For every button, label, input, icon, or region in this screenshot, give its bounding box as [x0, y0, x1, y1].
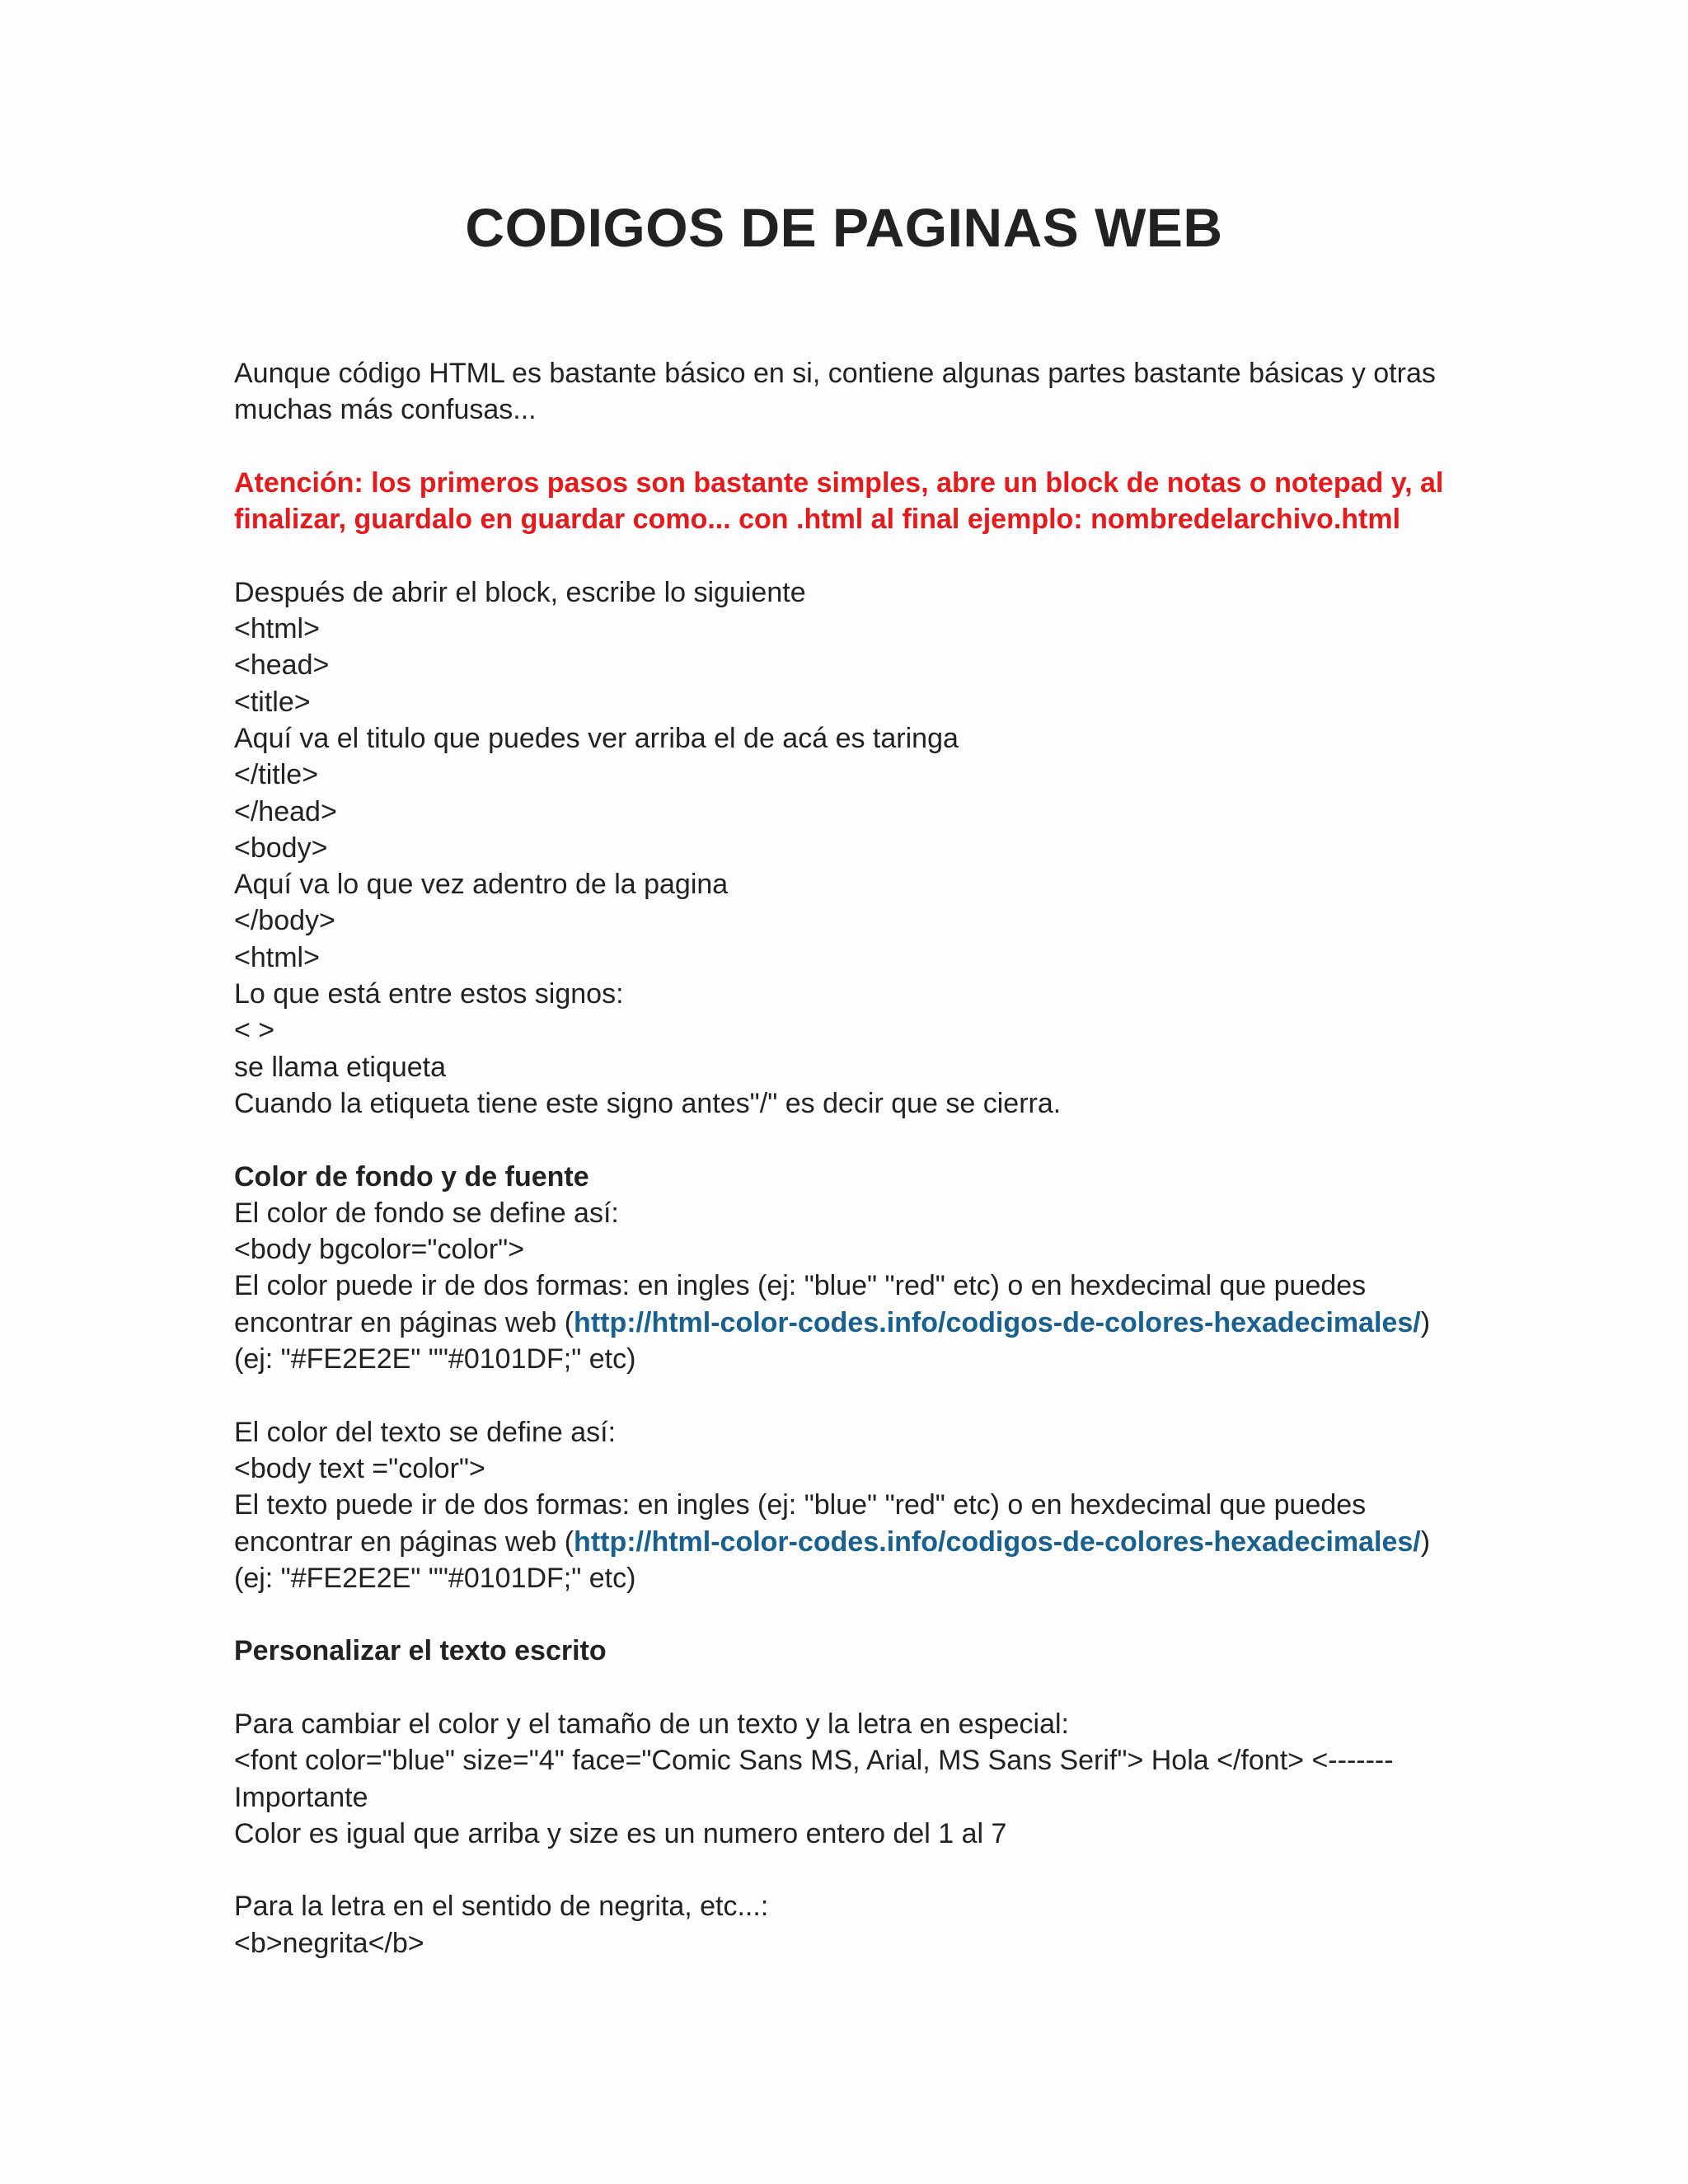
color-line: El texto puede ir de dos formas: en ingles (ej: "blue" "red" etc) o en hexdecimal que puedes — [234, 1489, 1367, 1521]
color-line: <body text ="color"> — [234, 1452, 485, 1484]
link-suffix: ) — [1420, 1306, 1431, 1338]
spacer — [234, 1122, 1470, 1158]
code-line: <head> — [234, 649, 330, 682]
step-line: Cuando la etiqueta tiene este signo antes"/" es decir que se cierra. — [234, 1087, 1062, 1119]
spacer — [234, 1670, 1470, 1706]
intro-line: Aunque código HTML es bastante básico en si, contiene algunas partes bastante básicas y otras — [234, 358, 1436, 389]
color-codes-link[interactable]: http://html-color-codes.info/codigos-de-colores-hexadecimales/ — [574, 1526, 1421, 1558]
text-line: Para cambiar el color y el tamaño de un texto y la letra en especial: — [234, 1708, 1069, 1740]
spacer — [234, 429, 1470, 465]
step-line: Después de abrir el block, escribe lo siguiente — [234, 576, 806, 608]
text-line: <b>negrita</b> — [234, 1927, 424, 1959]
color-example: (ej: "#FE2E2E" ""#0101DF;" etc) — [234, 1343, 636, 1376]
step-line: Lo que está entre estos signos: — [234, 978, 624, 1010]
code-line: <html> — [234, 613, 320, 645]
text-line: Color es igual que arriba y size es un numero entero del 1 al 7 — [234, 1817, 1007, 1849]
code-line: </title> — [234, 759, 319, 791]
link-prefix: encontrar en páginas web ( — [234, 1526, 574, 1558]
color-example: (ej: "#FE2E2E" ""#0101DF;" etc) — [234, 1562, 636, 1594]
text-line: Para la letra en el sentido de negrita, etc...: — [234, 1891, 769, 1923]
spacer — [234, 1852, 1470, 1888]
code-line: <body> — [234, 832, 328, 864]
color-line: El color puede ir de dos formas: en ingles (ej: "blue" "red" etc) o en hexdecimal que puedes — [234, 1270, 1367, 1302]
code-line: Aquí va el titulo que puedes ver arriba el de acá es taringa — [234, 722, 959, 754]
link-line — [234, 1524, 1470, 1560]
document-body — [234, 355, 1470, 1961]
color-codes-link[interactable]: http://html-color-codes.info/codigos-de-colores-hexadecimales/ — [574, 1306, 1421, 1338]
text-line: Importante — [234, 1781, 368, 1813]
step-line: < > — [234, 1015, 275, 1047]
text-line: <font color="blue" size="4" face="Comic Sans MS, Arial, MS Sans Serif"> Hola </font> <------- — [234, 1745, 1394, 1777]
color-line: <body bgcolor="color"> — [234, 1234, 525, 1266]
section-heading-text: Personalizar el texto escrito — [234, 1635, 607, 1667]
spacer — [234, 1377, 1470, 1413]
spacer — [234, 537, 1470, 574]
color-line: El color del texto se define así: — [234, 1416, 617, 1448]
code-line: Aquí va lo que vez adentro de la pagina — [234, 869, 729, 901]
section-heading-color: Color de fondo y de fuente — [234, 1160, 589, 1193]
code-line: <html> — [234, 941, 320, 973]
code-line: </body> — [234, 905, 335, 937]
link-prefix: encontrar en páginas web ( — [234, 1306, 574, 1338]
code-line: </head> — [234, 795, 337, 827]
page-title: CODIGOS DE PAGINAS WEB — [465, 197, 1223, 258]
link-suffix: ) — [1420, 1526, 1431, 1558]
link-line — [234, 1305, 1470, 1341]
step-line: se llama etiqueta — [234, 1051, 447, 1083]
spacer — [234, 1596, 1470, 1633]
warning-line: finalizar, guardalo en guardar como... con .html al final ejemplo: nombredelarchivo.html — [234, 504, 1401, 536]
color-line: El color de fondo se define así: — [234, 1197, 619, 1229]
intro-line: muchas más confusas... — [234, 394, 537, 426]
warning-line: Atención: los primeros pasos son bastante simples, abre un block de notas o notepad y, al — [234, 466, 1444, 499]
code-line: <title> — [234, 686, 311, 718]
